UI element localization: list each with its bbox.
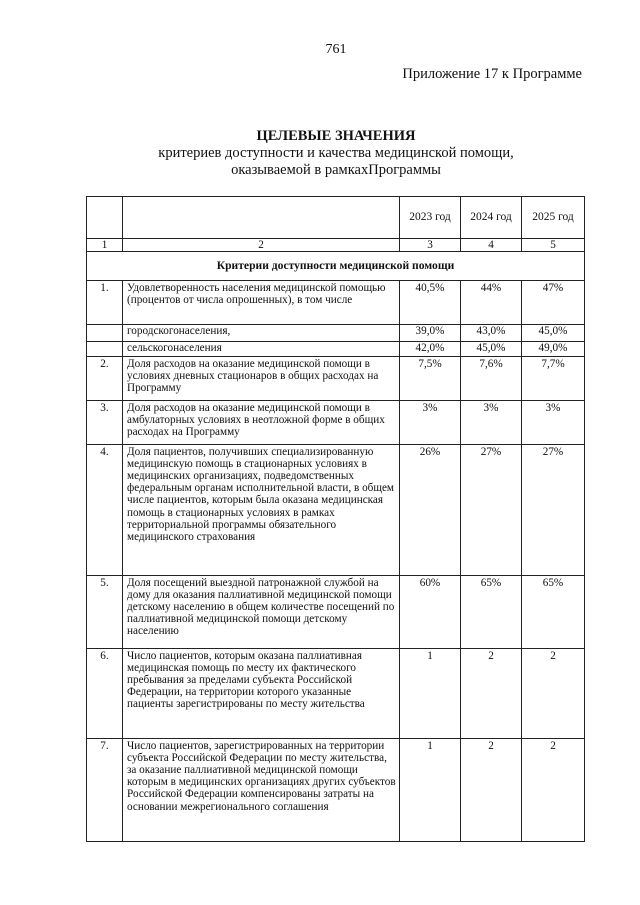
row-number: 3. [87, 401, 123, 445]
row-value-2024: 3% [461, 401, 522, 445]
row-value-2023: 39,0% [400, 325, 461, 342]
row-value-2024: 45,0% [461, 342, 522, 357]
page-number: 761 [325, 42, 347, 57]
column-number: 3 [400, 239, 461, 252]
row-number: 4. [87, 445, 123, 576]
row-criterion: Число пациентов, которым оказана паллиативная медицинская помощь по месту их фактического пребывания за пределами субъекта Российской Федерации, на территории которого указанные пациенты зарегистрированы по месту жительства [123, 649, 400, 739]
row-value-2025: 2 [522, 649, 585, 739]
table-row [87, 649, 585, 739]
row-criterion: городскогонаселения, [123, 325, 400, 342]
row-value-2025: 47% [522, 281, 585, 325]
row-value-2023: 60% [400, 576, 461, 649]
row-value-2024: 65% [461, 576, 522, 649]
title-main: ЦЕЛЕВЫЕ ЗНАЧЕНИЯ [256, 128, 416, 144]
table-row [87, 576, 585, 649]
row-value-2023: 26% [400, 445, 461, 576]
table-row [87, 342, 585, 357]
column-number: 5 [522, 239, 585, 252]
row-value-2024: 2 [461, 649, 522, 739]
row-value-2025: 49,0% [522, 342, 585, 357]
appendix-label: Приложение 17 к Программе [402, 66, 582, 82]
section-header-row [87, 252, 585, 281]
row-value-2024: 7,6% [461, 357, 522, 401]
header-cell [123, 197, 400, 239]
row-number: 7. [87, 739, 123, 842]
row-value-2023: 1 [400, 649, 461, 739]
column-number: 1 [87, 239, 123, 252]
table-row [87, 325, 585, 342]
table-row [87, 739, 585, 842]
row-value-2025: 65% [522, 576, 585, 649]
row-value-2023: 7,5% [400, 357, 461, 401]
row-value-2024: 2 [461, 739, 522, 842]
column-number-row [87, 239, 585, 252]
criteria-table [86, 196, 585, 842]
row-criterion: Доля посещений выездной патронажной службой на дому для оказания паллиативной медицинской помощи детскому населению в общем количестве посещений по паллиативной медицинской помощи детскому населению [123, 576, 400, 649]
row-criterion: Доля пациентов, получивших специализированную медицинскую помощь в стационарных условиях в медицинских организациях, подведомственных федеральным органам исполнительной власти, в общем числе пациентов, которым была оказана медицинская помощь в стационарных условиях в рамках территориальной программы обязательного медицинского страхования [123, 445, 400, 576]
header-cell [87, 197, 123, 239]
row-number: 6. [87, 649, 123, 739]
table-row [87, 401, 585, 445]
row-value-2023: 1 [400, 739, 461, 842]
row-value-2023: 3% [400, 401, 461, 445]
row-value-2025: 2 [522, 739, 585, 842]
row-criterion: Доля расходов на оказание медицинской помощи в амбулаторных условиях в неотложной форме в общих расходах на Программу [123, 401, 400, 445]
table-row [87, 445, 585, 576]
row-value-2024: 43,0% [461, 325, 522, 342]
row-value-2025: 27% [522, 445, 585, 576]
row-criterion: Удовлетворенность населения медицинской помощью (процентов от числа опрошенных), в том числе [123, 281, 400, 325]
row-value-2025: 45,0% [522, 325, 585, 342]
title-line-2: критериев доступности и качества медицинской помощи, [158, 145, 514, 161]
row-criterion: Число пациентов, зарегистрированных на территории субъекта Российской Федерации по месту жительства, за оказание паллиативной медицинской помощи которым в медицинских организациях других субъектов Российской Федерации компенсированы затраты на основании межрегионального соглашения [123, 739, 400, 842]
row-number: 1. [87, 281, 123, 325]
table-header-row [87, 197, 585, 239]
table-row [87, 357, 585, 401]
row-number: 5. [87, 576, 123, 649]
row-number [87, 325, 123, 342]
header-year-2024: 2024 год [461, 197, 522, 239]
column-number: 2 [123, 239, 400, 252]
row-value-2024: 27% [461, 445, 522, 576]
title-line-3: оказываемой в рамкахПрограммы [231, 162, 441, 178]
row-number: 2. [87, 357, 123, 401]
row-number [87, 342, 123, 357]
row-value-2025: 7,7% [522, 357, 585, 401]
column-number: 4 [461, 239, 522, 252]
row-criterion: сельскогонаселения [123, 342, 400, 357]
header-year-2023: 2023 год [400, 197, 461, 239]
row-value-2023: 42,0% [400, 342, 461, 357]
row-value-2023: 40,5% [400, 281, 461, 325]
document-title [0, 128, 640, 179]
row-value-2025: 3% [522, 401, 585, 445]
row-criterion: Доля расходов на оказание медицинской помощи в условиях дневных стационаров в общих расходах на Программу [123, 357, 400, 401]
row-value-2024: 44% [461, 281, 522, 325]
section-title: Критерии доступности медицинской помощи [87, 252, 585, 281]
table-row [87, 281, 585, 325]
header-year-2025: 2025 год [522, 197, 585, 239]
